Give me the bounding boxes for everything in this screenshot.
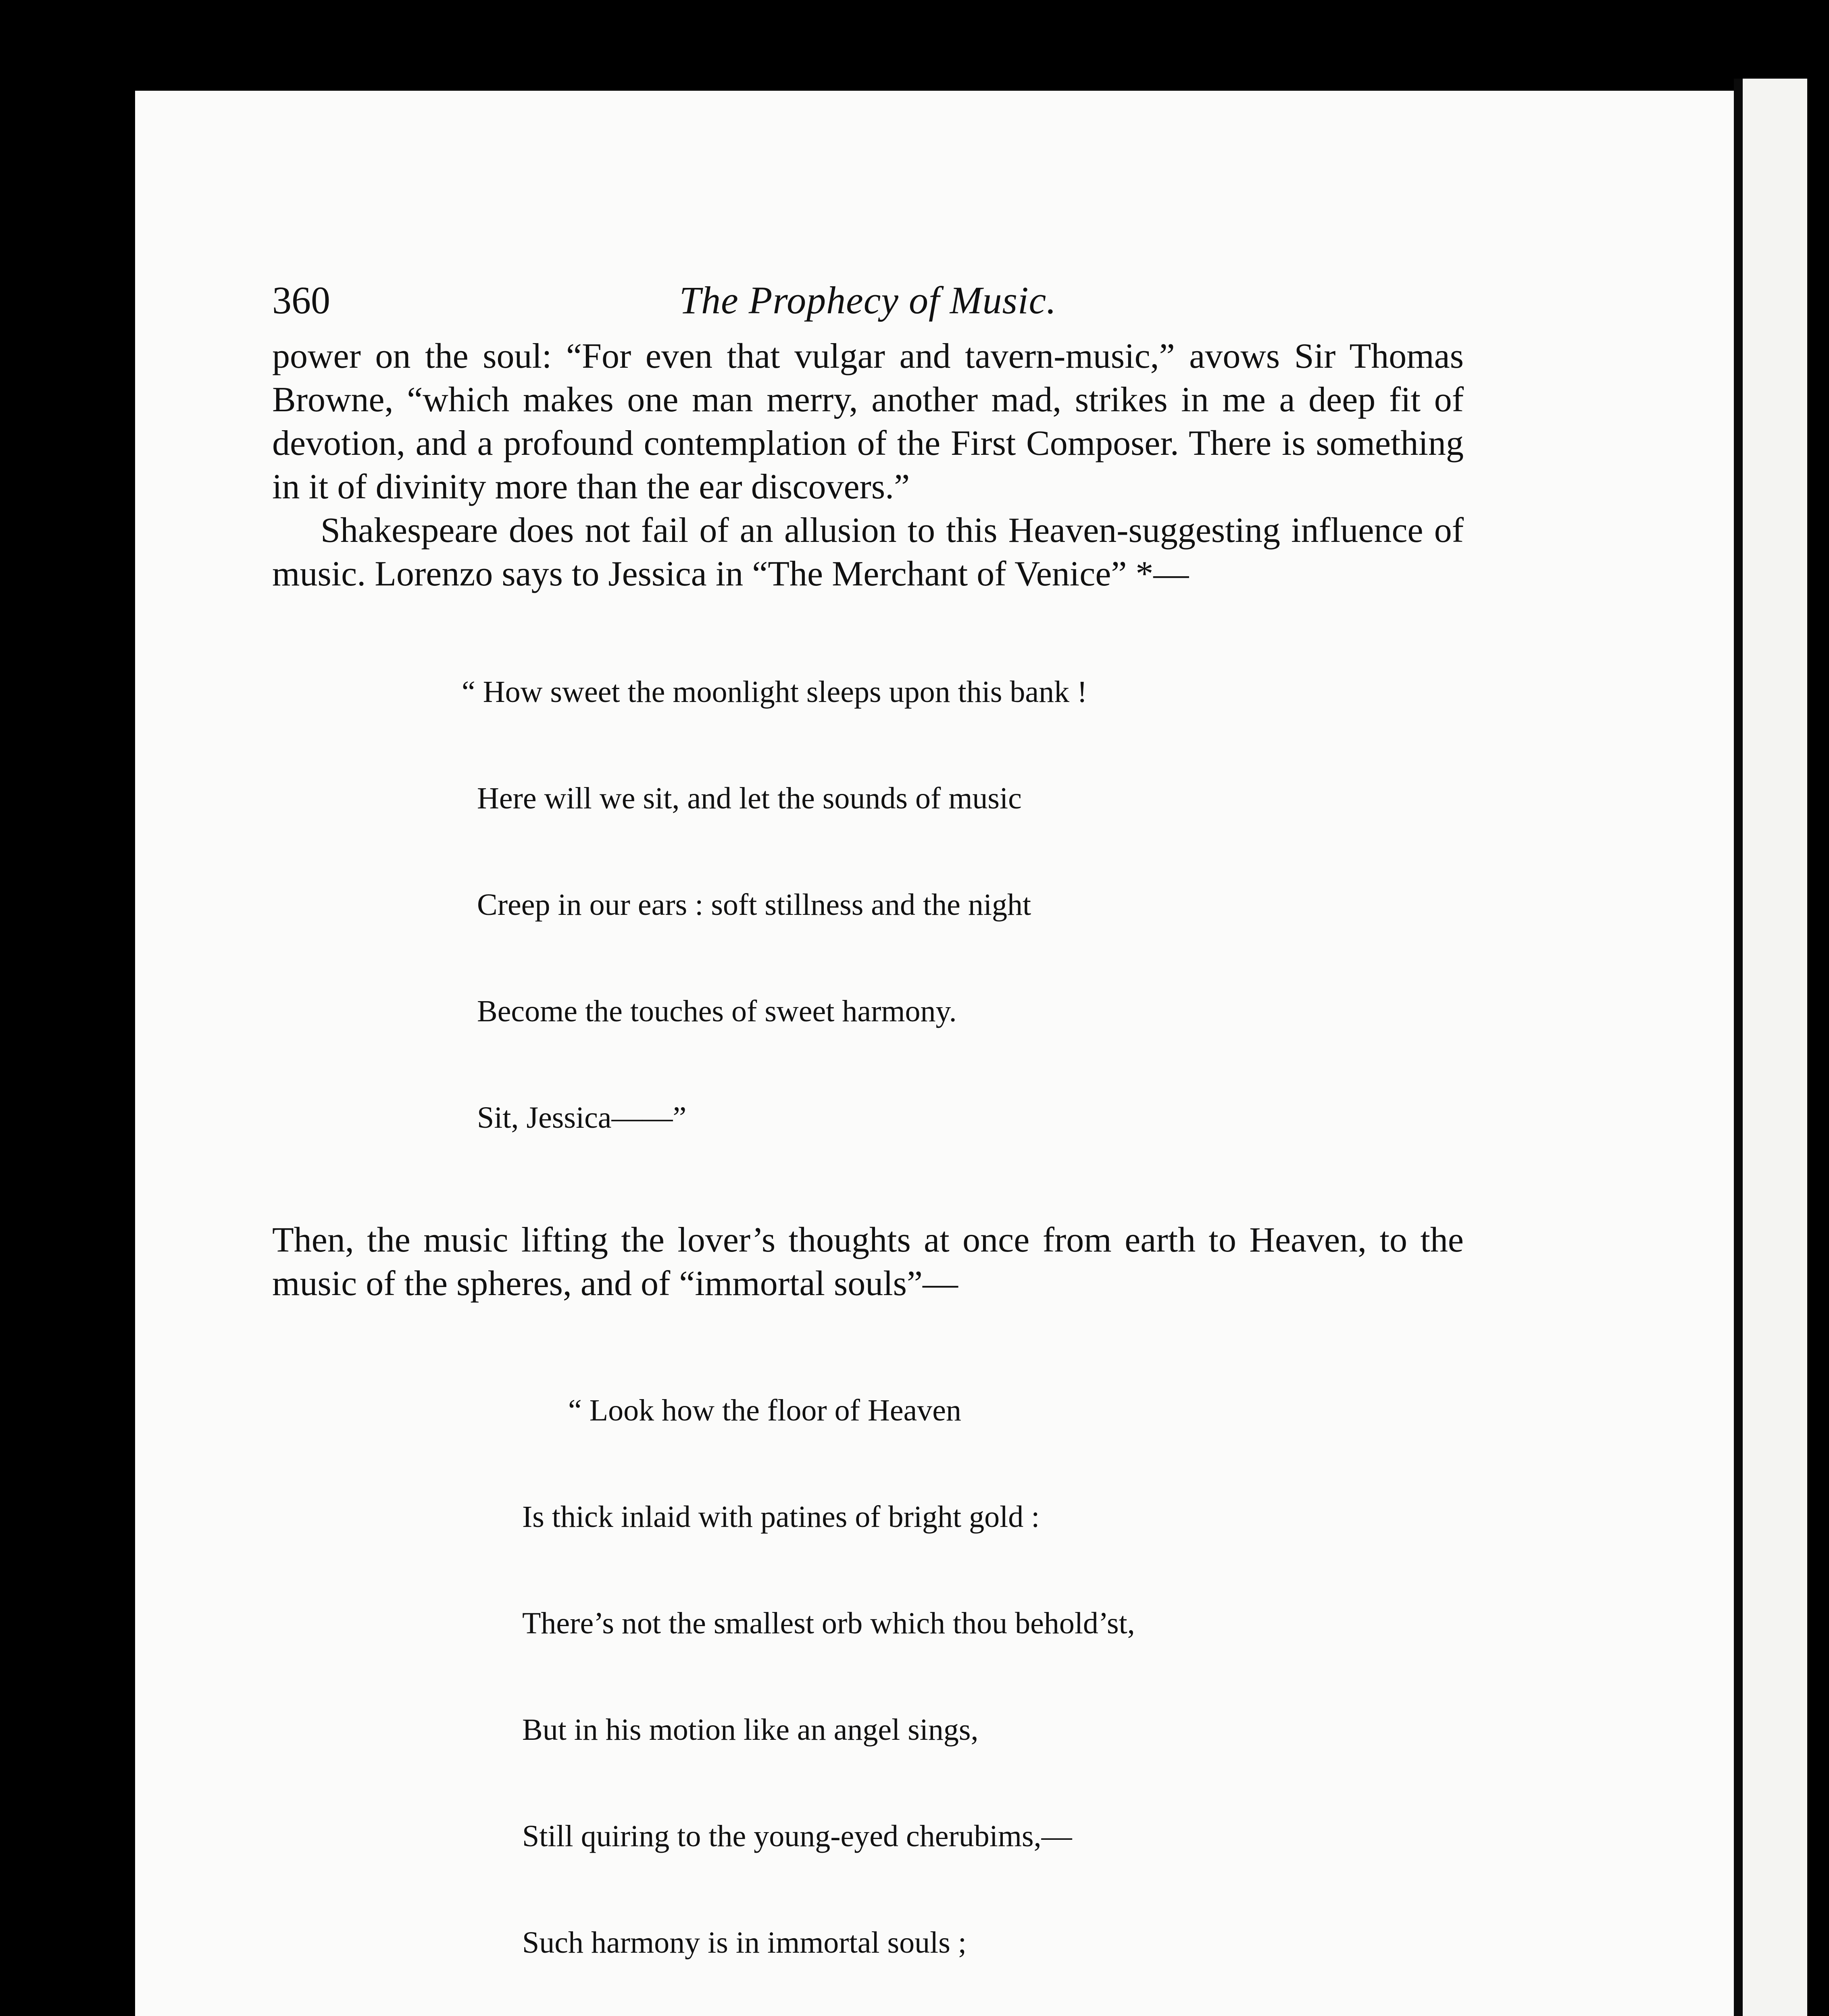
- paragraph-1: power on the soul: “For even that vulgar and tavern-music,” avows Sir Thomas Browne, “which makes one man merry, another mad, strikes in me a deep fit of devotion, and a profound contemplation of the First Composer. There is something in it of divinity more than the ear discovers.”: [272, 337, 1464, 506]
- poem-line: Here will we sit, and let the sounds of music: [462, 781, 1022, 815]
- poem-line: Is thick inlaid with patines of bright gold :: [522, 1500, 1040, 1534]
- poem-line: Such harmony is in immortal souls ;: [522, 1926, 967, 1960]
- poem-line: There’s not the smallest orb which thou behold’st,: [522, 1606, 1135, 1640]
- next-page-edge: [1734, 79, 1807, 2016]
- poem-line: Sit, Jessica——”: [462, 1101, 687, 1135]
- running-title: The Prophecy of Music.: [679, 279, 1057, 322]
- page-content: [272, 274, 1464, 2016]
- poem-line: “ Look how the floor of Heaven: [522, 1393, 962, 1427]
- poem-line: Creep in our ears : soft stillness and the night: [462, 888, 1031, 922]
- paragraph-3: Then, the music lifting the lover’s thoughts at once from earth to Heaven, to the music of the spheres, and of “immortal souls”—: [272, 1220, 1464, 1303]
- poem-merchant-of-venice: [462, 603, 1464, 1206]
- poem-line: “ How sweet the moonlight sleeps upon this bank !: [462, 675, 1087, 709]
- page-number: 360: [272, 279, 330, 322]
- poem-floor-of-heaven: [522, 1322, 1464, 2016]
- poem-line: But in his motion like an angel sings,: [522, 1713, 979, 1747]
- poem-line: Still quiring to the young-eyed cherubims,—: [522, 1819, 1072, 1853]
- paragraph-2: Shakespeare does not fail of an allusion to this Heaven-suggesting influence of music. Lorenzo says to Jessica in “The Merchant of Venice” *—: [272, 511, 1464, 594]
- poem-line: Become the touches of sweet harmony.: [462, 994, 957, 1028]
- page-header: [272, 274, 1464, 335]
